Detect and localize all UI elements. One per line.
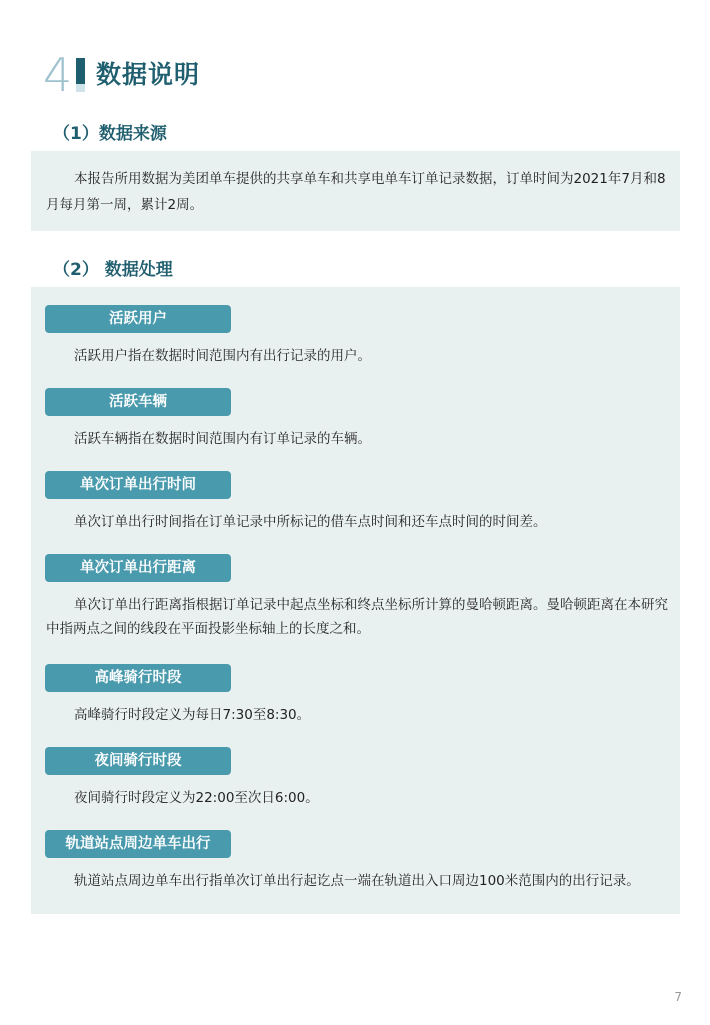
section-title-data-processing: （2） 数据处理 [53,260,173,280]
chapter-bar-decoration [76,58,85,92]
page-number: 7 [674,990,682,1004]
term-label-trip-time: 单次订单出行时间 [45,471,231,499]
term-definition-trip-time: 单次订单出行时间指在订单记录中所标记的借车点时间和还车点时间的时间差。 [74,514,547,530]
term-definition-active-users: 活跃用户指在数据时间范围内有出行记录的用户。 [74,348,371,364]
chapter-title: 数据说明 [96,60,201,89]
term-definition-active-vehicles: 活跃车辆指在数据时间范围内有订单记录的车辆。 [74,431,371,447]
term-definition-night-period: 夜间骑行时段定义为22:00至次日6:00。 [74,790,319,806]
term-label-active-users: 活跃用户 [45,305,231,333]
term-label-night-period: 夜间骑行时段 [45,747,231,775]
section-title-data-source: （1）数据来源 [53,124,167,144]
term-label-station-trips: 轨道站点周边单车出行 [45,830,231,858]
chapter-number: 4 [43,48,73,102]
term-label-peak-period: 高峰骑行时段 [45,664,231,692]
term-definition-peak-period: 高峰骑行时段定义为每日7:30至8:30。 [74,707,311,723]
term-label-active-vehicles: 活跃车辆 [45,388,231,416]
term-definition-trip-distance: 单次订单出行距离指根据订单记录中起点坐标和终点坐标所计算的曼哈顿距离。曼哈顿距离在本研究中指两点之间的线段在平面投影坐标轴上的长度之和。 [46,597,668,637]
term-label-trip-distance: 单次订单出行距离 [45,554,231,582]
term-definition-station-trips: 轨道站点周边单车出行指单次订单出行起讫点一端在轨道出入口周边100米范围内的出行记录。 [74,873,640,889]
data-source-paragraph: 本报告所用数据为美团单车提供的共享单车和共享电单车订单记录数据，订单时间为2021年7月和8月每月第一周，累计2周。 [46,171,666,213]
